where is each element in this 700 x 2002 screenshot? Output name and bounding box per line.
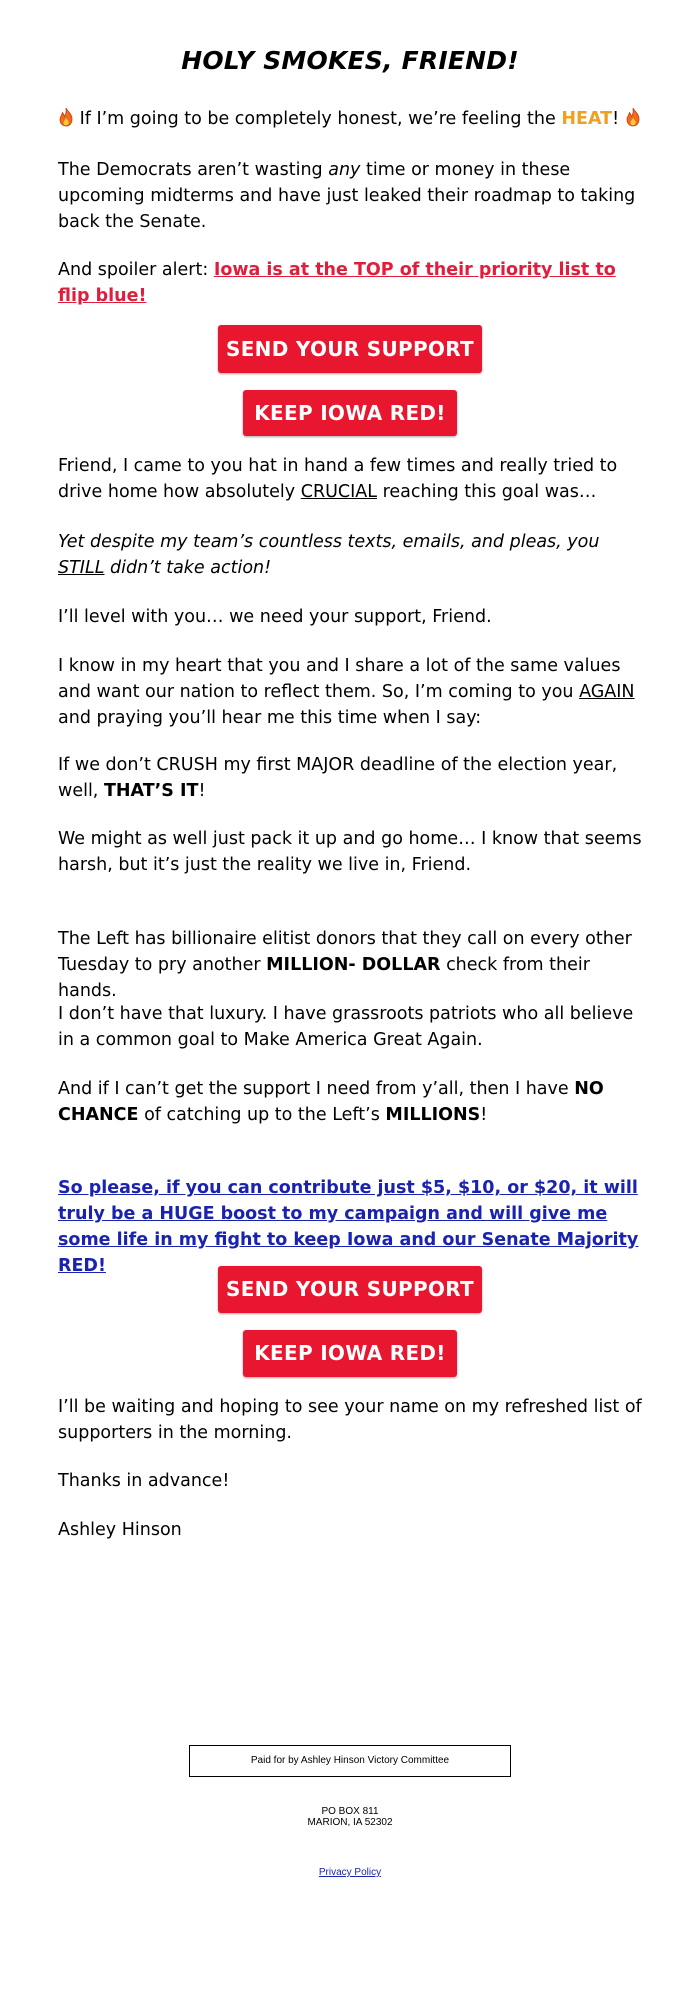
thats-it-text: THAT’S IT: [103, 781, 199, 801]
heart-text-c: and praying you’ll hear me this time when I say:: [58, 708, 482, 728]
crush-text-a: If we don’t CRUSH my first MAJOR deadline of the election year, well,: [58, 755, 618, 801]
paid-for-disclaimer: Paid for by Ashley Hinson Victory Committee: [189, 1745, 511, 1777]
pack-paragraph: We might as well just pack it up and go home… I know that seems harsh, but it’s just the reality we live in, Friend.: [58, 829, 642, 875]
send-support-label: SEND YOUR SUPPORT: [226, 337, 474, 361]
hat-text-a: Friend, I came to you hat in hand a few times and really tried to drive home how absolutely: [58, 456, 618, 502]
privacy-policy-link[interactable]: Privacy Policy: [318, 1867, 382, 1878]
keep-iowa-red-label: KEEP IOWA RED!: [254, 1341, 446, 1365]
send-support-button[interactable]: [218, 325, 482, 373]
crush-paragraph: [58, 752, 642, 804]
level-paragraph: I’ll level with you… we need your support, Friend.: [58, 607, 492, 627]
headline: HOLY SMOKES, FRIEND!: [181, 46, 519, 75]
no-chance-text: NO CHANCE: [58, 1079, 604, 1125]
address-line-2: MARION, IA 52302: [307, 1817, 393, 1828]
spoiler-lead: And spoiler alert:: [58, 260, 209, 280]
please-paragraph: [58, 1175, 642, 1279]
chance-text-c: of catching up to the Left’s: [144, 1105, 380, 1125]
despite-paragraph: [58, 529, 642, 581]
keep-iowa-red-button-2[interactable]: [243, 1330, 457, 1377]
left-text-c: check from their hands.: [58, 955, 590, 1001]
left-text-a: The Left has billionaire elitist donors that they call on every other Tuesday to pry another: [58, 929, 632, 975]
still-text: STILL: [58, 558, 105, 578]
privacy-footer: [0, 1867, 700, 1878]
despite-text-a: Yet despite my team’s countless texts, emails, and pleas, you: [58, 532, 600, 552]
keep-iowa-red-label: KEEP IOWA RED!: [254, 401, 446, 425]
heart-paragraph: [58, 653, 642, 731]
heat-text: HEAT: [561, 109, 613, 129]
intro-paragraph: [58, 106, 642, 132]
chance-paragraph: [58, 1076, 642, 1128]
despite-text-c: didn’t take action!: [110, 558, 272, 578]
democrats-text-a: The Democrats aren’t wasting: [58, 160, 323, 180]
again-text: AGAIN: [579, 682, 635, 702]
send-support-label: SEND YOUR SUPPORT: [226, 1277, 474, 1301]
hat-text-c: reaching this goal was…: [382, 482, 597, 502]
spoiler-paragraph: [58, 257, 642, 309]
thanks-paragraph: Thanks in advance!: [58, 1471, 230, 1491]
crucial-text: CRUCIAL: [300, 482, 378, 502]
heart-text-a: I know in my heart that you and I share a lot of the same values and want our nation to reflect them. So, I’m coming to you: [58, 656, 621, 702]
chance-text-a: And if I can’t get the support I need from y’all, then I have: [58, 1079, 569, 1099]
democrats-text-any: any: [328, 160, 361, 180]
millions-text: MILLIONS: [385, 1105, 481, 1125]
luxury-paragraph: I don’t have that luxury. I have grassroots patriots who all believe in a common goal to Make America Great Again.: [58, 1004, 634, 1050]
send-support-button-2[interactable]: [218, 1266, 482, 1313]
address-line-1: PO BOX 811: [321, 1806, 379, 1817]
hat-paragraph: [58, 453, 642, 505]
crush-exclaim: !: [198, 781, 206, 801]
contribute-link[interactable]: So please, if you can contribute just $5, $10, or $20, it will truly be a HUGE boost to my campaign and will give me some life in my fight to keep Iowa and our Senate Majority RED!: [58, 1178, 639, 1276]
fire-icon: [625, 107, 641, 127]
signature: Ashley Hinson: [58, 1520, 182, 1540]
left-paragraph: [58, 926, 642, 1004]
intro-text: If I’m going to be completely honest, we’re feeling the: [79, 109, 556, 129]
fire-icon: [58, 107, 74, 127]
democrats-text-c: time or money in these upcoming midterms and have just leaked their roadmap to taking back the Senate.: [58, 160, 636, 232]
intro-exclaim: !: [612, 109, 620, 129]
chance-exclaim: !: [480, 1105, 488, 1125]
democrats-paragraph: [58, 157, 642, 235]
waiting-paragraph: I’ll be waiting and hoping to see your name on my refreshed list of supporters in the morning.: [58, 1397, 642, 1443]
iowa-priority-link[interactable]: Iowa is at the TOP of their priority list to flip blue!: [58, 260, 616, 306]
keep-iowa-red-button[interactable]: [243, 390, 457, 436]
million-dollar-text: MILLION- DOLLAR: [266, 955, 441, 975]
